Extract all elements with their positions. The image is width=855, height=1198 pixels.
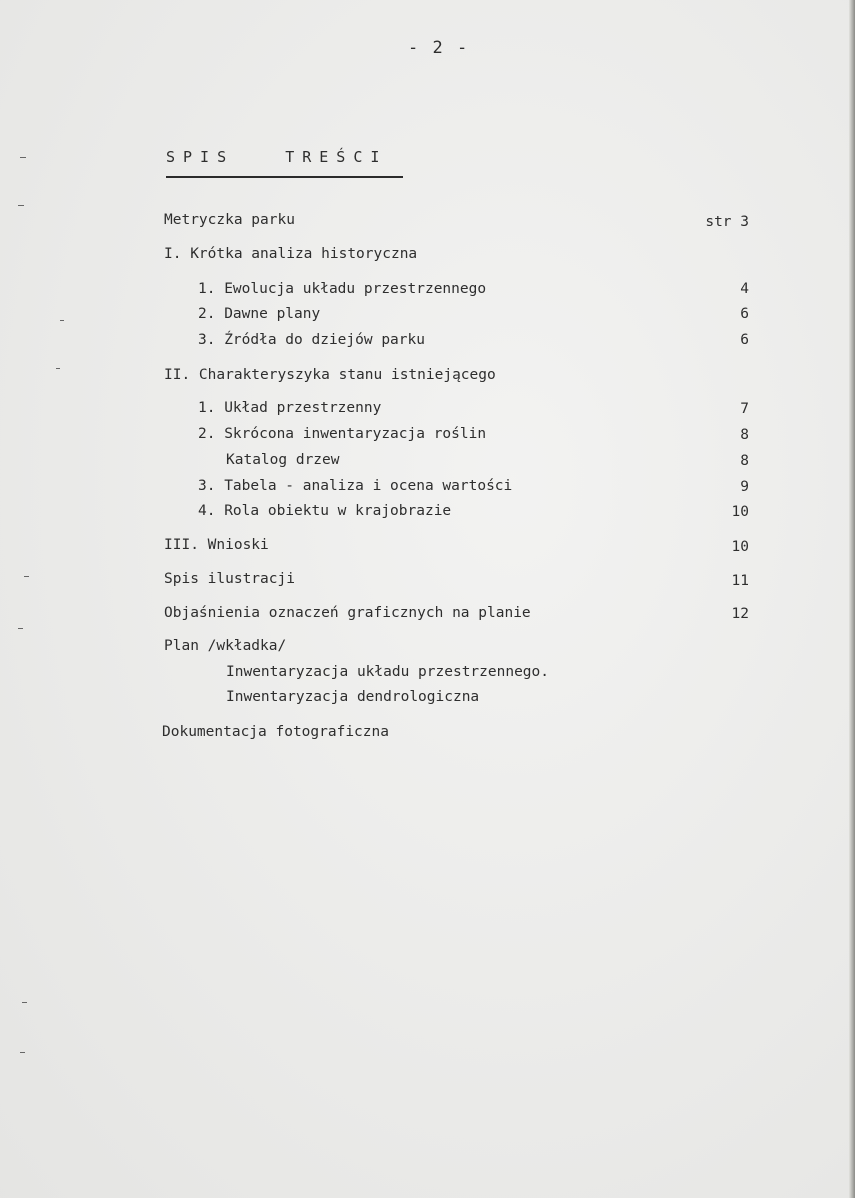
toc-entry-text: Objaśnienia oznaczeń graficznych na planie — [164, 605, 531, 621]
toc-subentry-text: Inwentaryzacja układu przestrzennego. — [226, 664, 550, 680]
scan-mark — [56, 368, 60, 369]
scan-mark — [18, 205, 24, 206]
toc-entry-text: Plan /wkładka/ — [164, 638, 287, 654]
toc-entry-text: 3. Źródła do dziejów parku — [198, 332, 425, 348]
toc-entry-text: Katalog drzew — [226, 452, 340, 468]
title-underline — [166, 176, 403, 178]
page-edge-shadow — [849, 0, 855, 1198]
toc-entry-page: 8 — [740, 453, 749, 469]
toc-entry-page: 9 — [740, 479, 749, 495]
toc-entry-page: 12 — [731, 606, 749, 622]
toc-entry-text: 1. Ewolucja układu przestrzennego — [198, 281, 487, 297]
toc-entry-text: 2. Dawne plany — [198, 306, 321, 322]
toc-entry-page: 6 — [740, 332, 749, 348]
scan-mark — [18, 628, 23, 629]
toc-entry-text: 3. Tabela - analiza i ocena wartości — [198, 478, 513, 494]
toc-entry-page: 8 — [740, 427, 749, 443]
page-number: - 2 - — [408, 38, 470, 58]
toc-entry-text: 1. Układ przestrzenny — [198, 400, 382, 416]
toc-entry-page: 6 — [740, 306, 749, 322]
scan-mark — [20, 1052, 25, 1053]
scan-mark — [20, 157, 26, 158]
toc-entry-page: 7 — [740, 401, 749, 417]
toc-entry-page: 4 — [740, 281, 749, 297]
toc-entry-text: Metryczka parku — [164, 212, 295, 228]
page-title: SPIS TREŚCI — [166, 148, 388, 166]
toc-subentry-text: Inwentaryzacja dendrologiczna — [226, 689, 480, 705]
toc-entry-page: 10 — [731, 504, 749, 520]
toc-entry-page: 11 — [731, 573, 749, 589]
scan-mark — [60, 320, 64, 321]
toc-entry-page: str 3 — [705, 214, 749, 230]
toc-entry-page: 10 — [731, 539, 749, 555]
toc-section-heading: III. Wnioski — [164, 537, 269, 553]
toc-entry-text: Spis ilustracji — [164, 571, 295, 587]
toc-section-heading: II. Charakteryszyka stanu istniejącego — [164, 367, 496, 383]
toc-entry-text: 4. Rola obiektu w krajobrazie — [198, 503, 452, 519]
scan-mark — [22, 1002, 27, 1003]
toc-section-heading: I. Krótka analiza historyczna — [164, 246, 418, 262]
toc-entry-text: Dokumentacja fotograficzna — [162, 724, 389, 740]
toc-entry-text: 2. Skrócona inwentaryzacja roślin — [198, 426, 487, 442]
scan-mark — [24, 576, 29, 577]
